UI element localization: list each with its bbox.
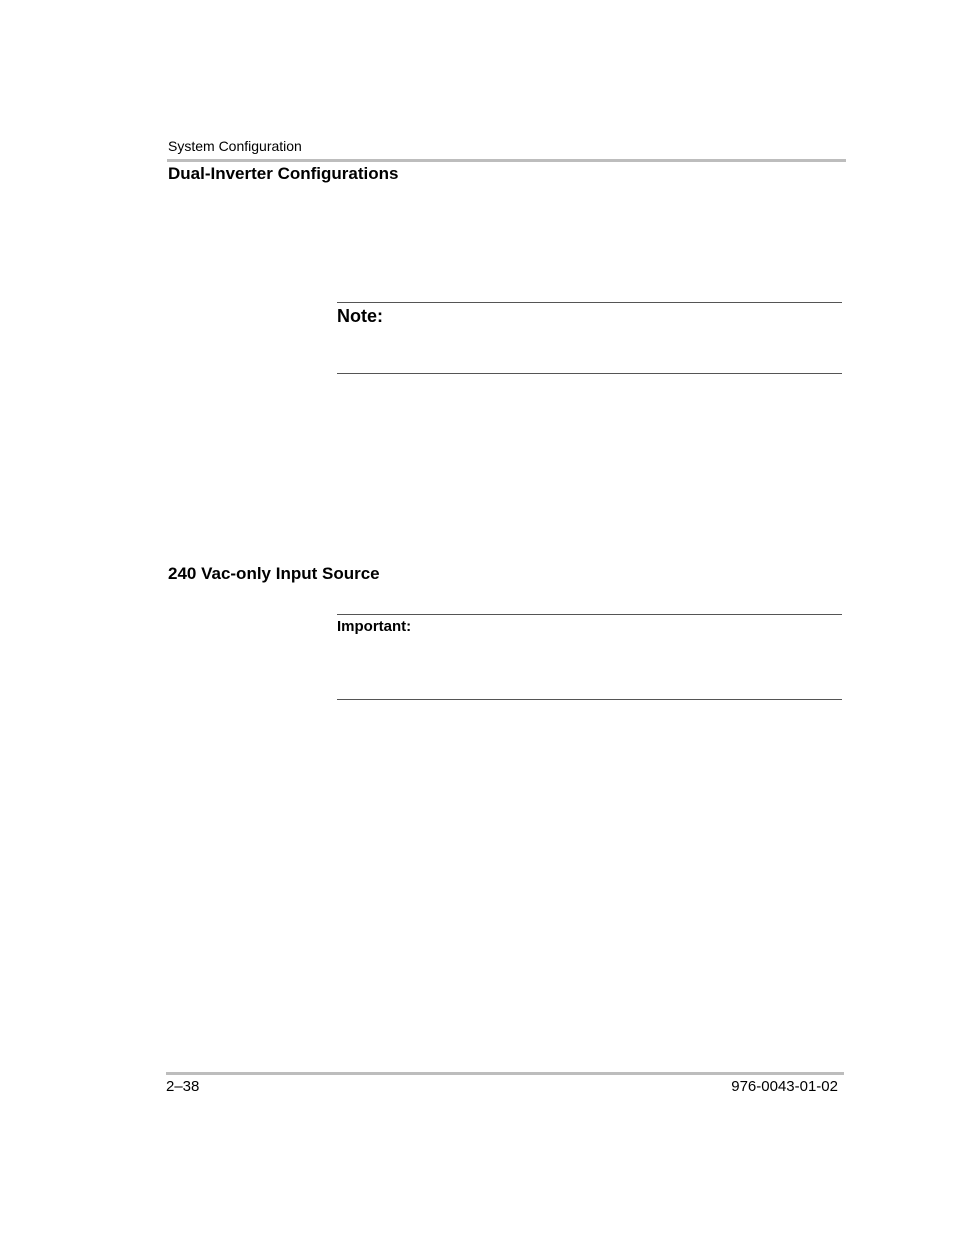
important-label: Important: — [337, 618, 412, 635]
important-top-rule — [337, 614, 842, 615]
section-title-240-vac: 240 Vac-only Input Source — [168, 564, 380, 583]
header-rule — [167, 159, 846, 162]
section-title-dual-inverter: Dual-Inverter Configurations — [168, 164, 399, 183]
document-number: 976-0043-01-02 — [731, 1078, 838, 1095]
running-header: System Configuration — [168, 138, 302, 154]
footer-rule — [166, 1072, 844, 1075]
important-bottom-rule — [337, 699, 842, 700]
page-number: 2–38 — [166, 1078, 200, 1095]
note-bottom-rule — [337, 373, 842, 374]
note-top-rule — [337, 302, 842, 303]
note-label: Note: — [337, 306, 383, 326]
